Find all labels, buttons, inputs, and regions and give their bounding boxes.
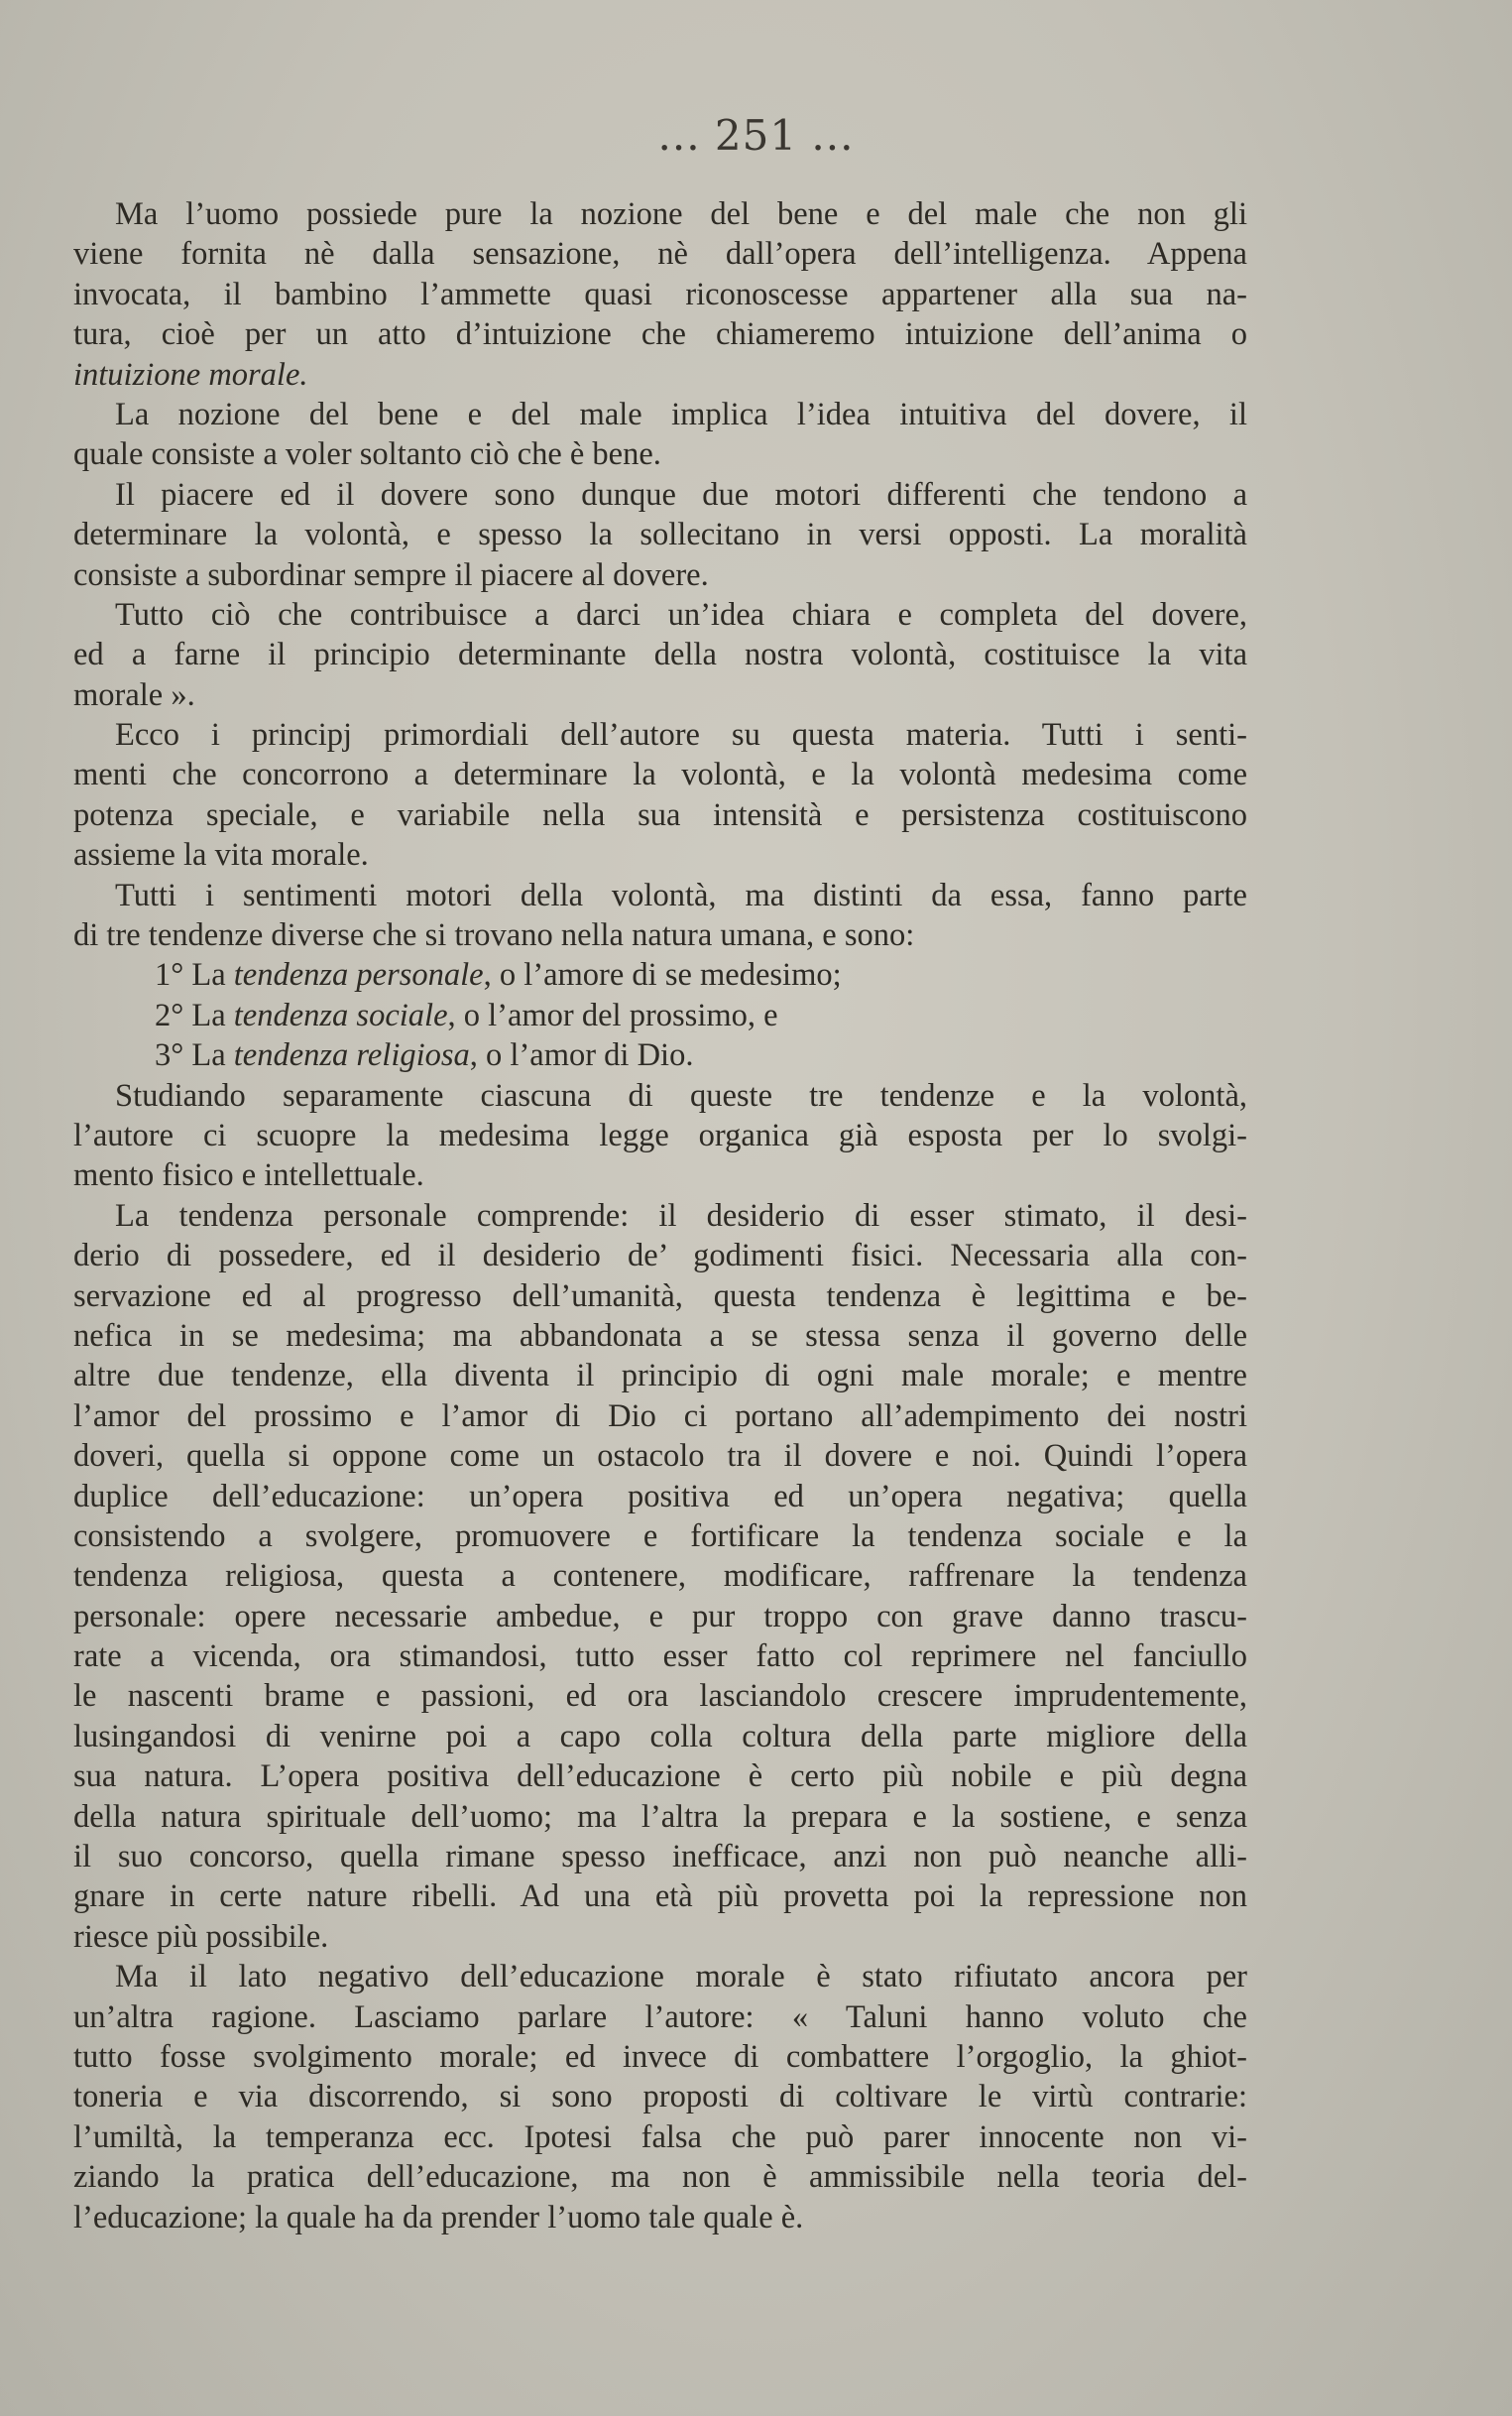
text-line: toneria e via discorrendo, si sono proposti di coltivare le virtù contrarie: — [73, 2079, 1247, 2115]
text-line: il suo concorso, quella rimane spesso inefficace, anzi non può neanche alli- — [73, 1839, 1247, 1875]
body-text — [73, 194, 1247, 2237]
text-line: l’educazione; la quale ha da prender l’uomo tale quale è. — [73, 2199, 804, 2235]
text-line: l’umiltà, la temperanza ecc. Ipotesi falsa che può parer innocente non vi- — [73, 2118, 1247, 2155]
text-line: assieme la vita morale. — [73, 837, 369, 874]
text-line: personale: opere necessarie ambedue, e pur troppo con grave danno trascu- — [73, 1598, 1247, 1634]
text-line: potenza speciale, e variabile nella sua intensità e persistenza costituiscono — [73, 796, 1247, 833]
text-line: 2° La tendenza sociale, o l’amor del prossimo, e — [155, 997, 778, 1033]
text-line: menti che concorrono a determinare la volontà, e la volontà medesima come — [73, 757, 1247, 793]
text-line: determinare la volontà, e spesso la sollecitano in versi opposti. La moralità — [73, 517, 1247, 553]
text-line: invocata, il bambino l’ammette quasi riconoscesse appartener alla sua na- — [73, 276, 1247, 312]
text-line: consiste a subordinar sempre il piacere al dovere. — [73, 556, 709, 593]
text-line: 3° La tendenza religiosa, o l’amor di Dio. — [155, 1037, 694, 1074]
text-line: derio di possedere, ed il desiderio de’ godimenti fisici. Necessaria alla con- — [73, 1238, 1247, 1274]
text-line: Il piacere ed il dovere sono dunque due motori differenti che tendono a — [115, 476, 1247, 513]
text-line: l’amor del prossimo e l’amor di Dio ci portano all’adempimento dei nostri — [73, 1397, 1247, 1434]
text-line: quale consiste a voler soltanto ciò che è bene. — [73, 436, 661, 473]
text-line: nefica in se medesima; ma abbandonata a se stessa senza il governo delle — [73, 1317, 1247, 1354]
text-line: gnare in certe nature ribelli. Ad una età più provetta poi la repressione non — [73, 1878, 1247, 1915]
text-line: di tre tendenze diverse che si trovano nella natura umana, e sono: — [73, 917, 915, 954]
text-line: Studiando separamente ciascuna di queste tre tendenze e la volontà, — [115, 1077, 1247, 1114]
text-line: altre due tendenze, ella diventa il principio di ogni male morale; e mentre — [73, 1358, 1247, 1394]
text-line: La nozione del bene e del male implica l’idea intuitiva del dovere, il — [115, 396, 1247, 432]
text-line: lusingandosi di venirne poi a capo colla coltura della parte migliore della — [73, 1718, 1247, 1754]
text-line: Ma il lato negativo dell’educazione morale è stato rifiutato ancora per — [115, 1959, 1247, 1995]
text-line: mento fisico e intellettuale. — [73, 1157, 424, 1194]
page-number: ... 251 ... — [657, 111, 855, 160]
text-line: sua natura. L’opera positiva dell’educazione è certo più nobile e più degna — [73, 1758, 1247, 1795]
text-line: della natura spirituale dell’uomo; ma l’altra la prepara e la sostiene, e senza — [73, 1798, 1247, 1835]
text-line: doveri, quella si oppone come un ostacolo tra il dovere e noi. Quindi l’opera — [73, 1438, 1247, 1475]
text-line: consistendo a svolgere, promuovere e fortificare la tendenza sociale e la — [73, 1517, 1247, 1554]
text-line: morale ». — [73, 676, 195, 713]
text-line: intuizione morale. — [73, 356, 308, 393]
text-line: Ma l’uomo possiede pure la nozione del bene e del male che non gli — [115, 196, 1247, 232]
text-line: riesce più possibile. — [73, 1918, 329, 1955]
text-line: servazione ed al progresso dell’umanità, questa tendenza è legittima e be- — [73, 1277, 1247, 1314]
text-line: Ecco i principj primordiali dell’autore su questa materia. Tutti i senti- — [115, 717, 1247, 754]
text-line: un’altra ragione. Lasciamo parlare l’autore: « Taluni hanno voluto che — [73, 1998, 1247, 2035]
text-line: ed a farne il principio determinante della nostra volontà, costituisce la vita — [73, 637, 1247, 673]
text-line: tura, cioè per un atto d’intuizione che chiameremo intuizione dell’anima o — [73, 316, 1247, 353]
text-line: tendenza religiosa, questa a contenere, modificare, raffrenare la tendenza — [73, 1558, 1247, 1595]
text-line: Tutto ciò che contribuisce a darci un’idea chiara e completa del dovere, — [115, 596, 1247, 633]
text-line: 1° La tendenza personale, o l’amore di se medesimo; — [155, 957, 842, 994]
text-line: l’autore ci scuopre la medesima legge organica già esposta per lo svolgi- — [73, 1117, 1247, 1153]
text-line: viene fornita nè dalla sensazione, nè dall’opera dell’intelligenza. Appena — [73, 236, 1247, 273]
text-line: duplice dell’educazione: un’opera positiva ed un’opera negativa; quella — [73, 1478, 1247, 1514]
text-line: ziando la pratica dell’educazione, ma non è ammissibile nella teoria del- — [73, 2159, 1247, 2196]
text-line: le nascenti brame e passioni, ed ora lasciandolo crescere imprudentemente, — [73, 1678, 1247, 1715]
text-line: La tendenza personale comprende: il desiderio di esser stimato, il desi- — [115, 1197, 1247, 1234]
text-line: Tutti i sentimenti motori della volontà, ma distinti da essa, fanno parte — [115, 877, 1247, 913]
text-line: rate a vicenda, ora stimandosi, tutto esser fatto col reprimere nel fanciullo — [73, 1638, 1247, 1675]
text-line: tutto fosse svolgimento morale; ed invece di combattere l’orgoglio, la ghiot- — [73, 2038, 1247, 2075]
